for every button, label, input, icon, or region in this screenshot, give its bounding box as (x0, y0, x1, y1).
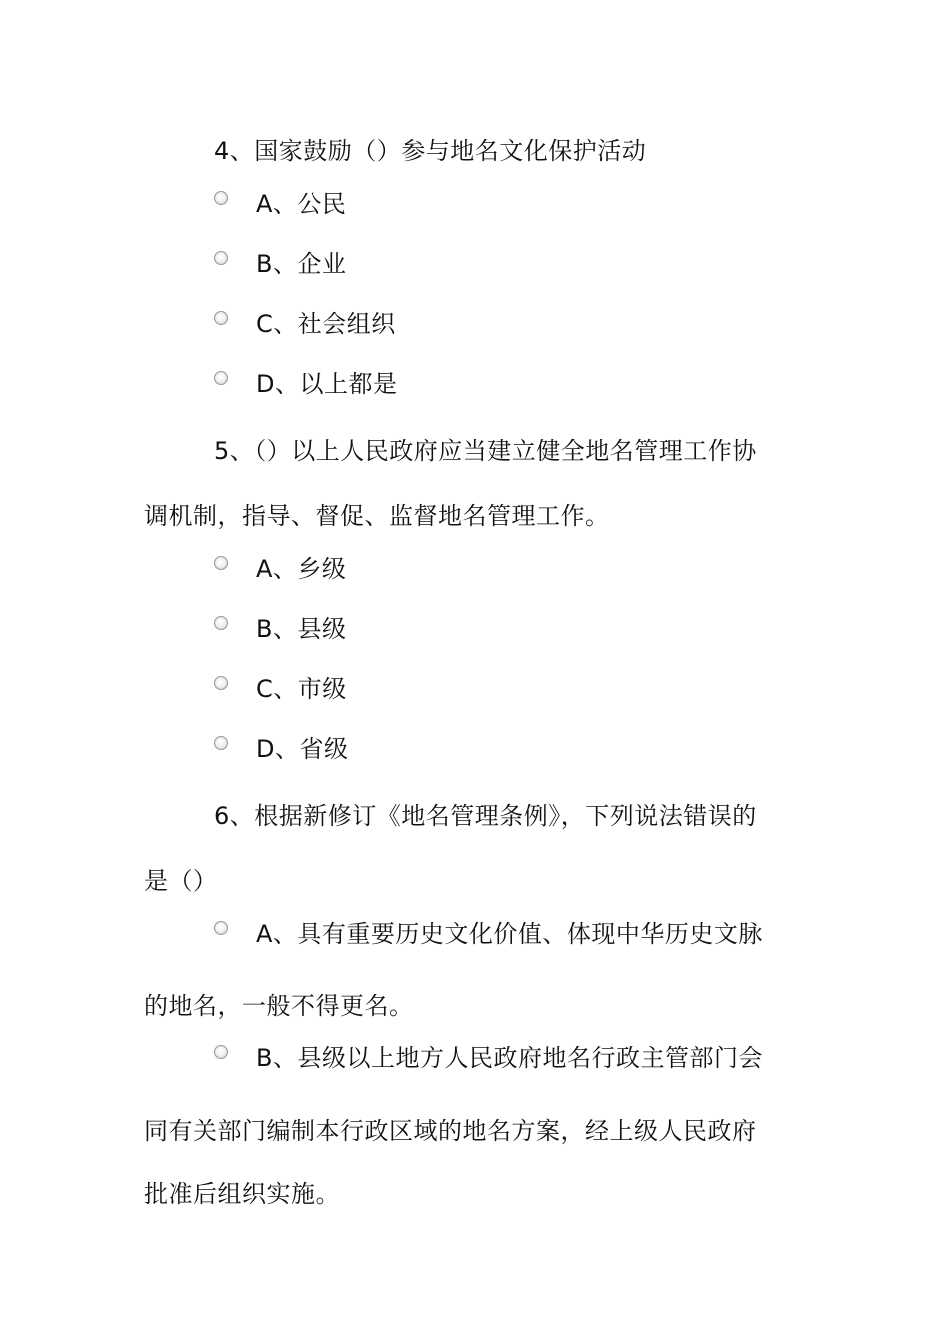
question-4-stem: 4、国家鼓励（）参与地名文化保护活动 (214, 137, 647, 165)
radio-button-icon[interactable] (214, 1045, 228, 1059)
question-6-option-b-continuation-1: 同有关部门编制本行政区域的地名方案，经上级人民政府 (144, 1117, 757, 1145)
option-label: A、具有重要历史文化价值、体现中华历史文脉 (256, 920, 763, 948)
question-4-option-a[interactable] (214, 189, 814, 219)
option-label: B、县级 (256, 615, 347, 643)
question-5-stem-line-1: 5、（）以上人民政府应当建立健全地名管理工作协 (214, 437, 757, 465)
radio-button-icon[interactable] (214, 736, 228, 750)
radio-button-icon[interactable] (214, 616, 228, 630)
option-label: B、企业 (256, 250, 347, 278)
question-5-option-c[interactable] (214, 674, 814, 704)
question-5-option-a[interactable] (214, 554, 814, 584)
question-6-option-b[interactable] (214, 1043, 814, 1073)
question-5-option-b[interactable] (214, 614, 814, 644)
option-label: D、省级 (256, 735, 349, 763)
radio-button-icon[interactable] (214, 311, 228, 325)
option-label: A、公民 (256, 190, 347, 218)
question-6-option-a[interactable] (214, 919, 814, 949)
question-4-option-d[interactable] (214, 369, 814, 399)
question-6-stem-line-2: 是（） (144, 867, 218, 895)
radio-button-icon[interactable] (214, 251, 228, 265)
question-6-stem-line-1: 6、根据新修订《地名管理条例》，下列说法错误的 (214, 802, 757, 830)
question-5-option-d[interactable] (214, 734, 814, 764)
option-label: C、社会组织 (256, 310, 396, 338)
radio-button-icon[interactable] (214, 921, 228, 935)
radio-button-icon[interactable] (214, 371, 228, 385)
question-6-option-b-continuation-2: 批准后组织实施。 (144, 1180, 340, 1208)
question-4-option-c[interactable] (214, 309, 814, 339)
radio-button-icon[interactable] (214, 676, 228, 690)
option-label: A、乡级 (256, 555, 347, 583)
question-6-option-a-continuation: 的地名，一般不得更名。 (144, 992, 414, 1020)
option-label: D、以上都是 (256, 370, 398, 398)
question-4-option-b[interactable] (214, 249, 814, 279)
option-label: C、市级 (256, 675, 347, 703)
radio-button-icon[interactable] (214, 556, 228, 570)
question-5-stem-line-2: 调机制，指导、督促、监督地名管理工作。 (144, 502, 610, 530)
radio-button-icon[interactable] (214, 191, 228, 205)
option-label: B、县级以上地方人民政府地名行政主管部门会 (256, 1044, 763, 1072)
